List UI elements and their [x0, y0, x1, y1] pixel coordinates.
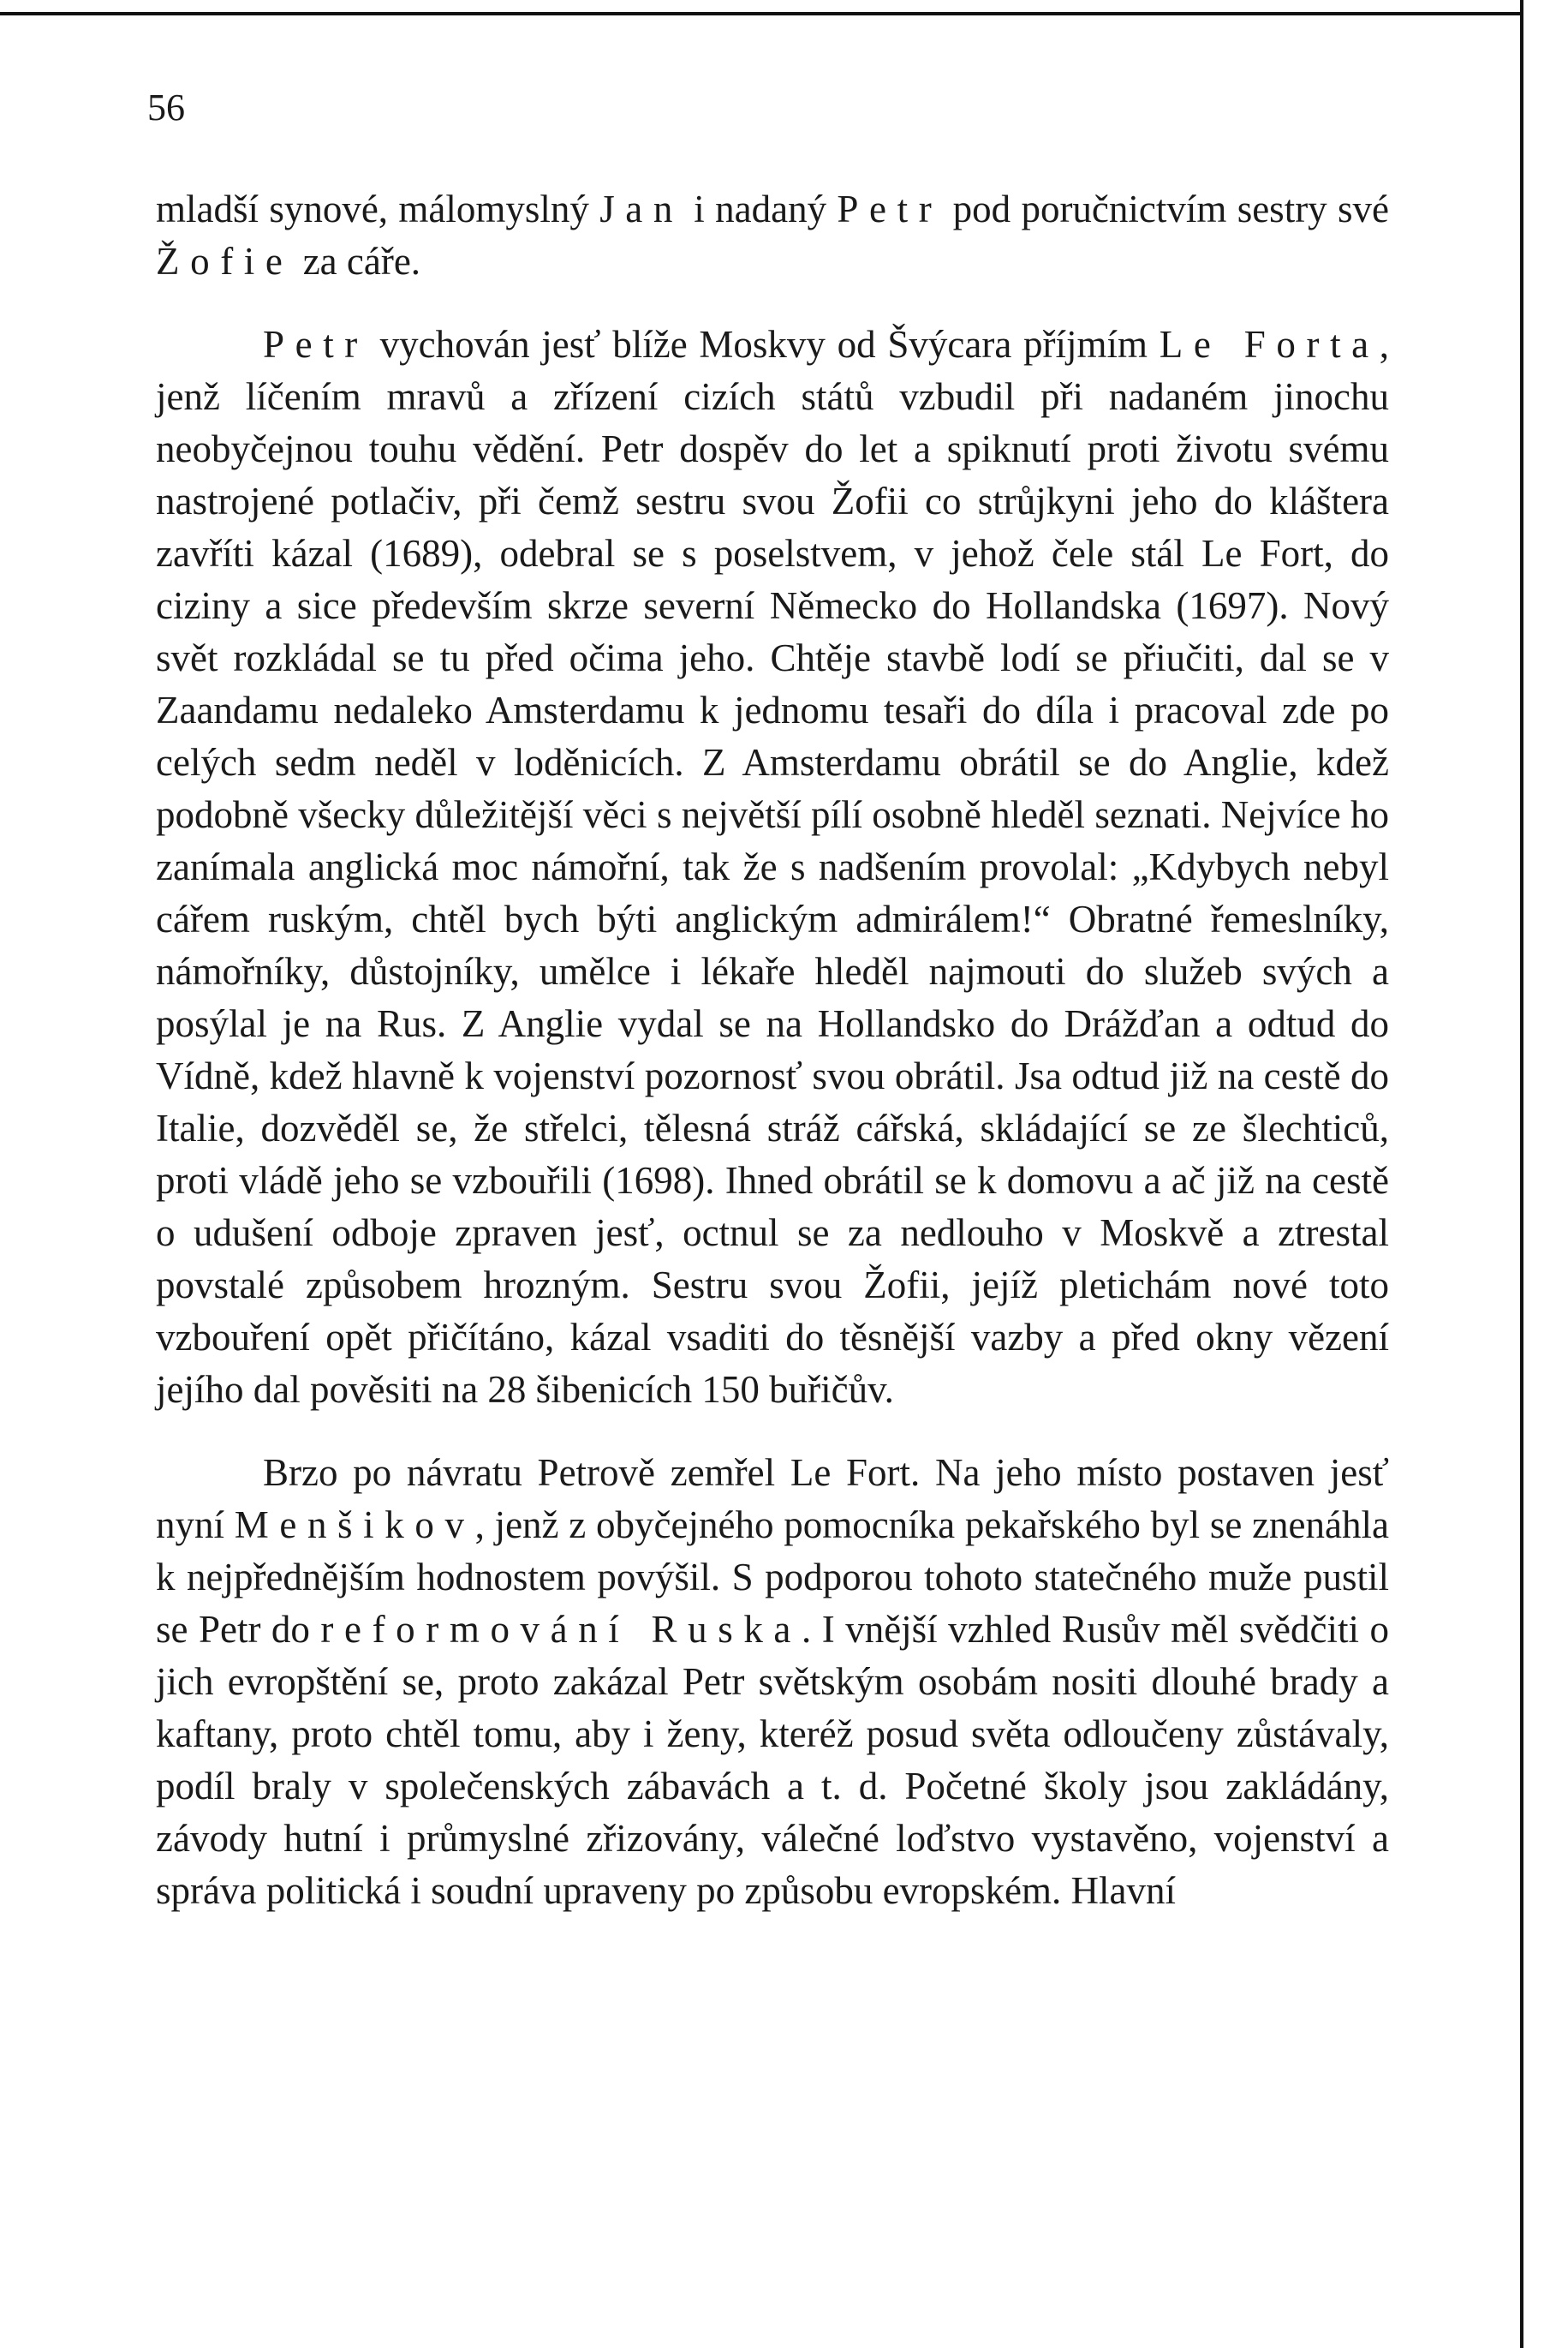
- text-run: , jenž z obyčejného pomocníka pekařského byl se znenáhla k nejpřednějším hodnostem povýšil. S podporou tohoto statečného muže pustil se Petr do: [156, 1503, 1389, 1651]
- spaced-name: Petr: [263, 323, 368, 366]
- paragraph-1: [156, 183, 1389, 288]
- text-run: Brzo po návratu Petrově zemřel Le Fort. Na jeho místo postaven jesť nyní: [156, 1451, 1389, 1546]
- text-column: [156, 183, 1389, 1917]
- spaced-name: Menšikov: [234, 1503, 475, 1546]
- spaced-name: reformování Ruska: [320, 1608, 802, 1651]
- spaced-name: Žofie: [156, 240, 294, 283]
- page-top-edge: [0, 0, 1568, 15]
- spaced-name: Le Forta: [1159, 323, 1380, 366]
- text-run: mladší synové, málomyslný: [156, 188, 600, 230]
- spaced-name: Petr: [837, 188, 943, 230]
- text-run: vychován jesť blíže Moskvy od Švýcara příjmím: [367, 323, 1160, 366]
- page-number: 56: [147, 87, 185, 128]
- spaced-name: Jan: [599, 188, 683, 230]
- paragraph-3: [156, 1447, 1389, 1917]
- text-run: i nadaný: [683, 188, 838, 230]
- paragraph-2: [156, 319, 1389, 1416]
- page-right-edge: [1520, 0, 1568, 2348]
- text-run: za cáře.: [293, 240, 421, 283]
- text-run: , jenž líčením mravů a zřízení cizích států vzbudil při nadaném jinochu neobyčejnou touhu vědění. Petr dospěv do let a spiknutí proti životu svému nastrojené potlačiv, při čemž sestru svou Žofii co strůjkyni jeho do kláštera zavříti kázal (1689), odebral se s poselstvem, v jehož čele stál Le Fort, do ciziny a sice především skrze severní Německo do Hollandska (1697). Nový svět rozkládal se tu před očima jeho. Chtěje stavbě lodí se přiučiti, dal se v Zaandamu nedaleko Amsterdamu k jednomu tesaři do díla i pracoval zde po celých sedm neděl v loděnicích. Z Amsterdamu obrátil se do Anglie, kdež podobně všecky důležitější věci s největší pílí osobně hleděl seznati. Nejvíce ho zanímala anglická moc námořní, tak že s nadšením provolal: „Kdybych nebyl cářem ruským, chtěl bych býti anglickým admirálem!“ Obratné řemeslníky, námořníky, důstojníky, umělce i lékaře hleděl najmouti do služeb svých a posýlal je na Rus. Z Anglie vydal se na Hollandsko do Drážďan a odtud do Vídně, kdež hlavně k vojenství pozornosť svou obrátil. Jsa odtud již na cestě do Italie, dozvěděl se, že střelci, tělesná stráž cářská, skládající se ze šlechticů, proti vládě jeho se vzbouřili (1698). Ihned obrátil se k domovu a ač již na cestě o udušení odboje zpraven jesť, octnul se za nedlouho v Moskvě a ztrestal povstalé způsobem hrozným. Sestru svou Žofii, jejíž pletichám nové toto vzbouření opět přičítáno, kázal vsaditi do těsnější vazby a před okny vězení jejího dal pověsiti na 28 šibenicích 150 buřičův.: [156, 323, 1389, 1411]
- text-run: pod poručnictvím sestry své: [942, 188, 1389, 230]
- text-run: . I vnější vzhled Rusův měl svědčiti o jich evropštění se, proto zakázal Petr světským osobám nositi dlouhé brady a kaftany, proto chtěl tomu, aby i ženy, kteréž posud světa odloučeny zůstávaly, podíl braly v společenských zábavách a t. d. Početné školy jsou zakládány, závody hutní i průmyslné zřizovány, válečné loďstvo vystavěno, vojenství a správa politická i soudní upraveny po způsobu evropském. Hlavní: [156, 1608, 1389, 1912]
